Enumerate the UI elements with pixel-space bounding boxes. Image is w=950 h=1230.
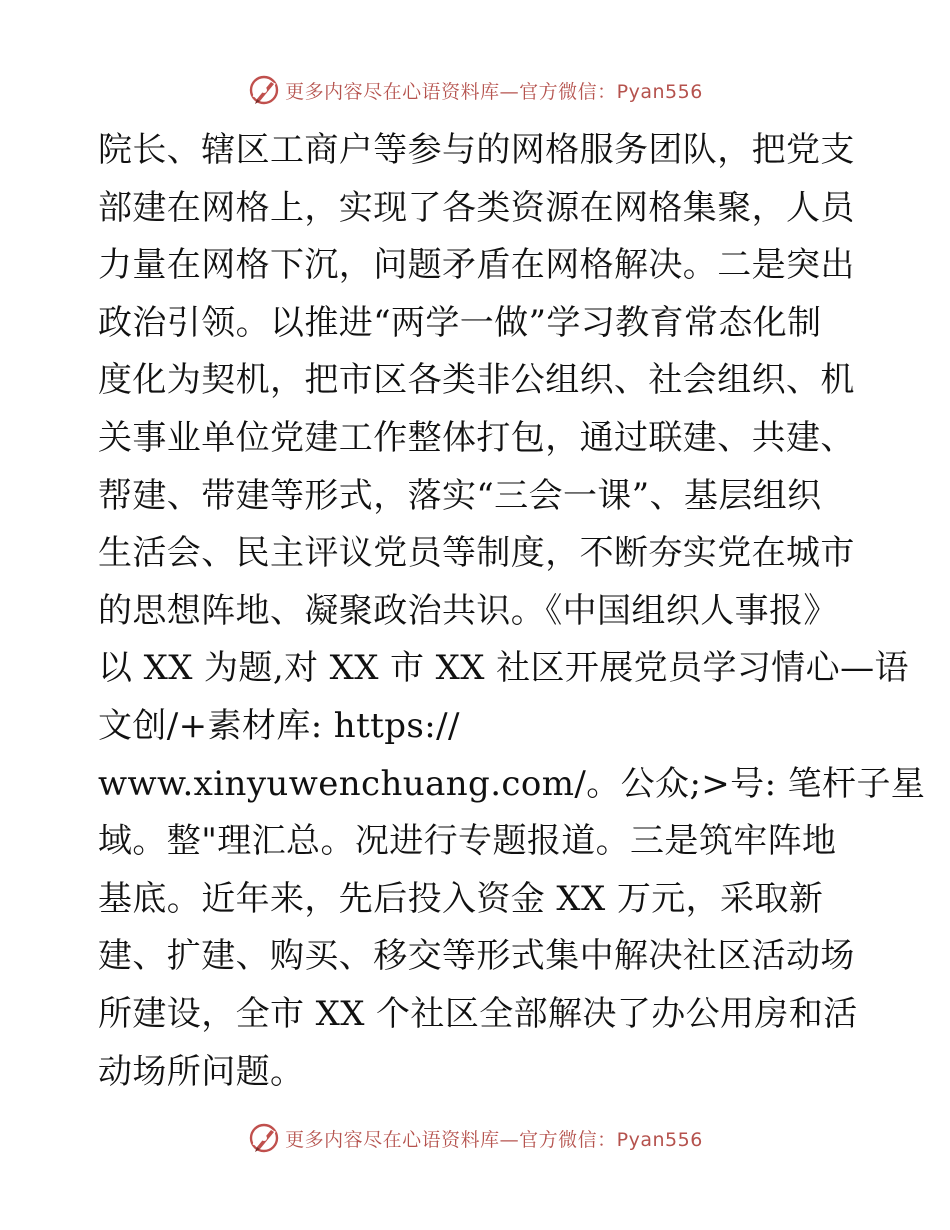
text-line: www.xinyuwenchuang.com/。公众;>号: 笔杆子星 <box>98 763 926 804</box>
text-line: 的思想阵地、凝聚政治共识。《中国组织人事报》 <box>98 590 838 631</box>
text-line: 生活会、民主评议党员等制度，不断夯实党在城市 <box>98 533 855 574</box>
text-line: 力量在网格下沉，问题矛盾在网格解决。二是突出 <box>98 245 855 286</box>
text-line: 文创/+素材库: https:// <box>98 705 460 746</box>
text-line: 建、扩建、购买、移交等形式集中解决社区活动场 <box>98 936 855 977</box>
banner-text: 更多内容尽在心语资料库—官方微信：Pyan556 <box>285 80 703 103</box>
text-line: 动场所问题。 <box>98 1051 305 1092</box>
wechat-id: Pyan556 <box>616 1128 703 1151</box>
text-line: 院长、辖区工商户等参与的网格服务团队，把党支 <box>98 130 855 170</box>
banner-text: 更多内容尽在心语资料库—官方微信：Pyan556 <box>285 1128 703 1151</box>
text-line: 部建在网格上，实现了各类资源在网格集聚，人员 <box>98 187 855 228</box>
pen-swirl-logo-icon <box>247 73 281 107</box>
text-line: 基底。近年来，先后投入资金 XX 万元，采取新 <box>98 878 824 919</box>
text-line: 关事业单位党建工作整体打包，通过联建、共建、 <box>98 417 855 458</box>
pen-swirl-logo-icon <box>247 1121 281 1155</box>
text-line: 政治引领。以推进“两学一做”学习教育常态化制 <box>98 302 822 343</box>
text-line: 所建设，全市 XX 个社区全部解决了办公用房和活 <box>98 993 858 1034</box>
text-line: 域。整"理汇总。况进行专题报道。三是筑牢阵地 <box>98 821 837 862</box>
footer-banner <box>0 1118 950 1158</box>
text-line: 帮建、带建等形式，落实“三会一课”、基层组织 <box>98 475 822 516</box>
text-line: 以 XX 为题,对 XX 市 XX 社区开展党员学习情心—语 <box>98 648 909 689</box>
document-body <box>98 122 926 1101</box>
header-banner <box>0 70 950 110</box>
wechat-id: Pyan556 <box>616 80 703 103</box>
text-line: 度化为契机，把市区各类非公组织、社会组织、机 <box>98 360 855 401</box>
